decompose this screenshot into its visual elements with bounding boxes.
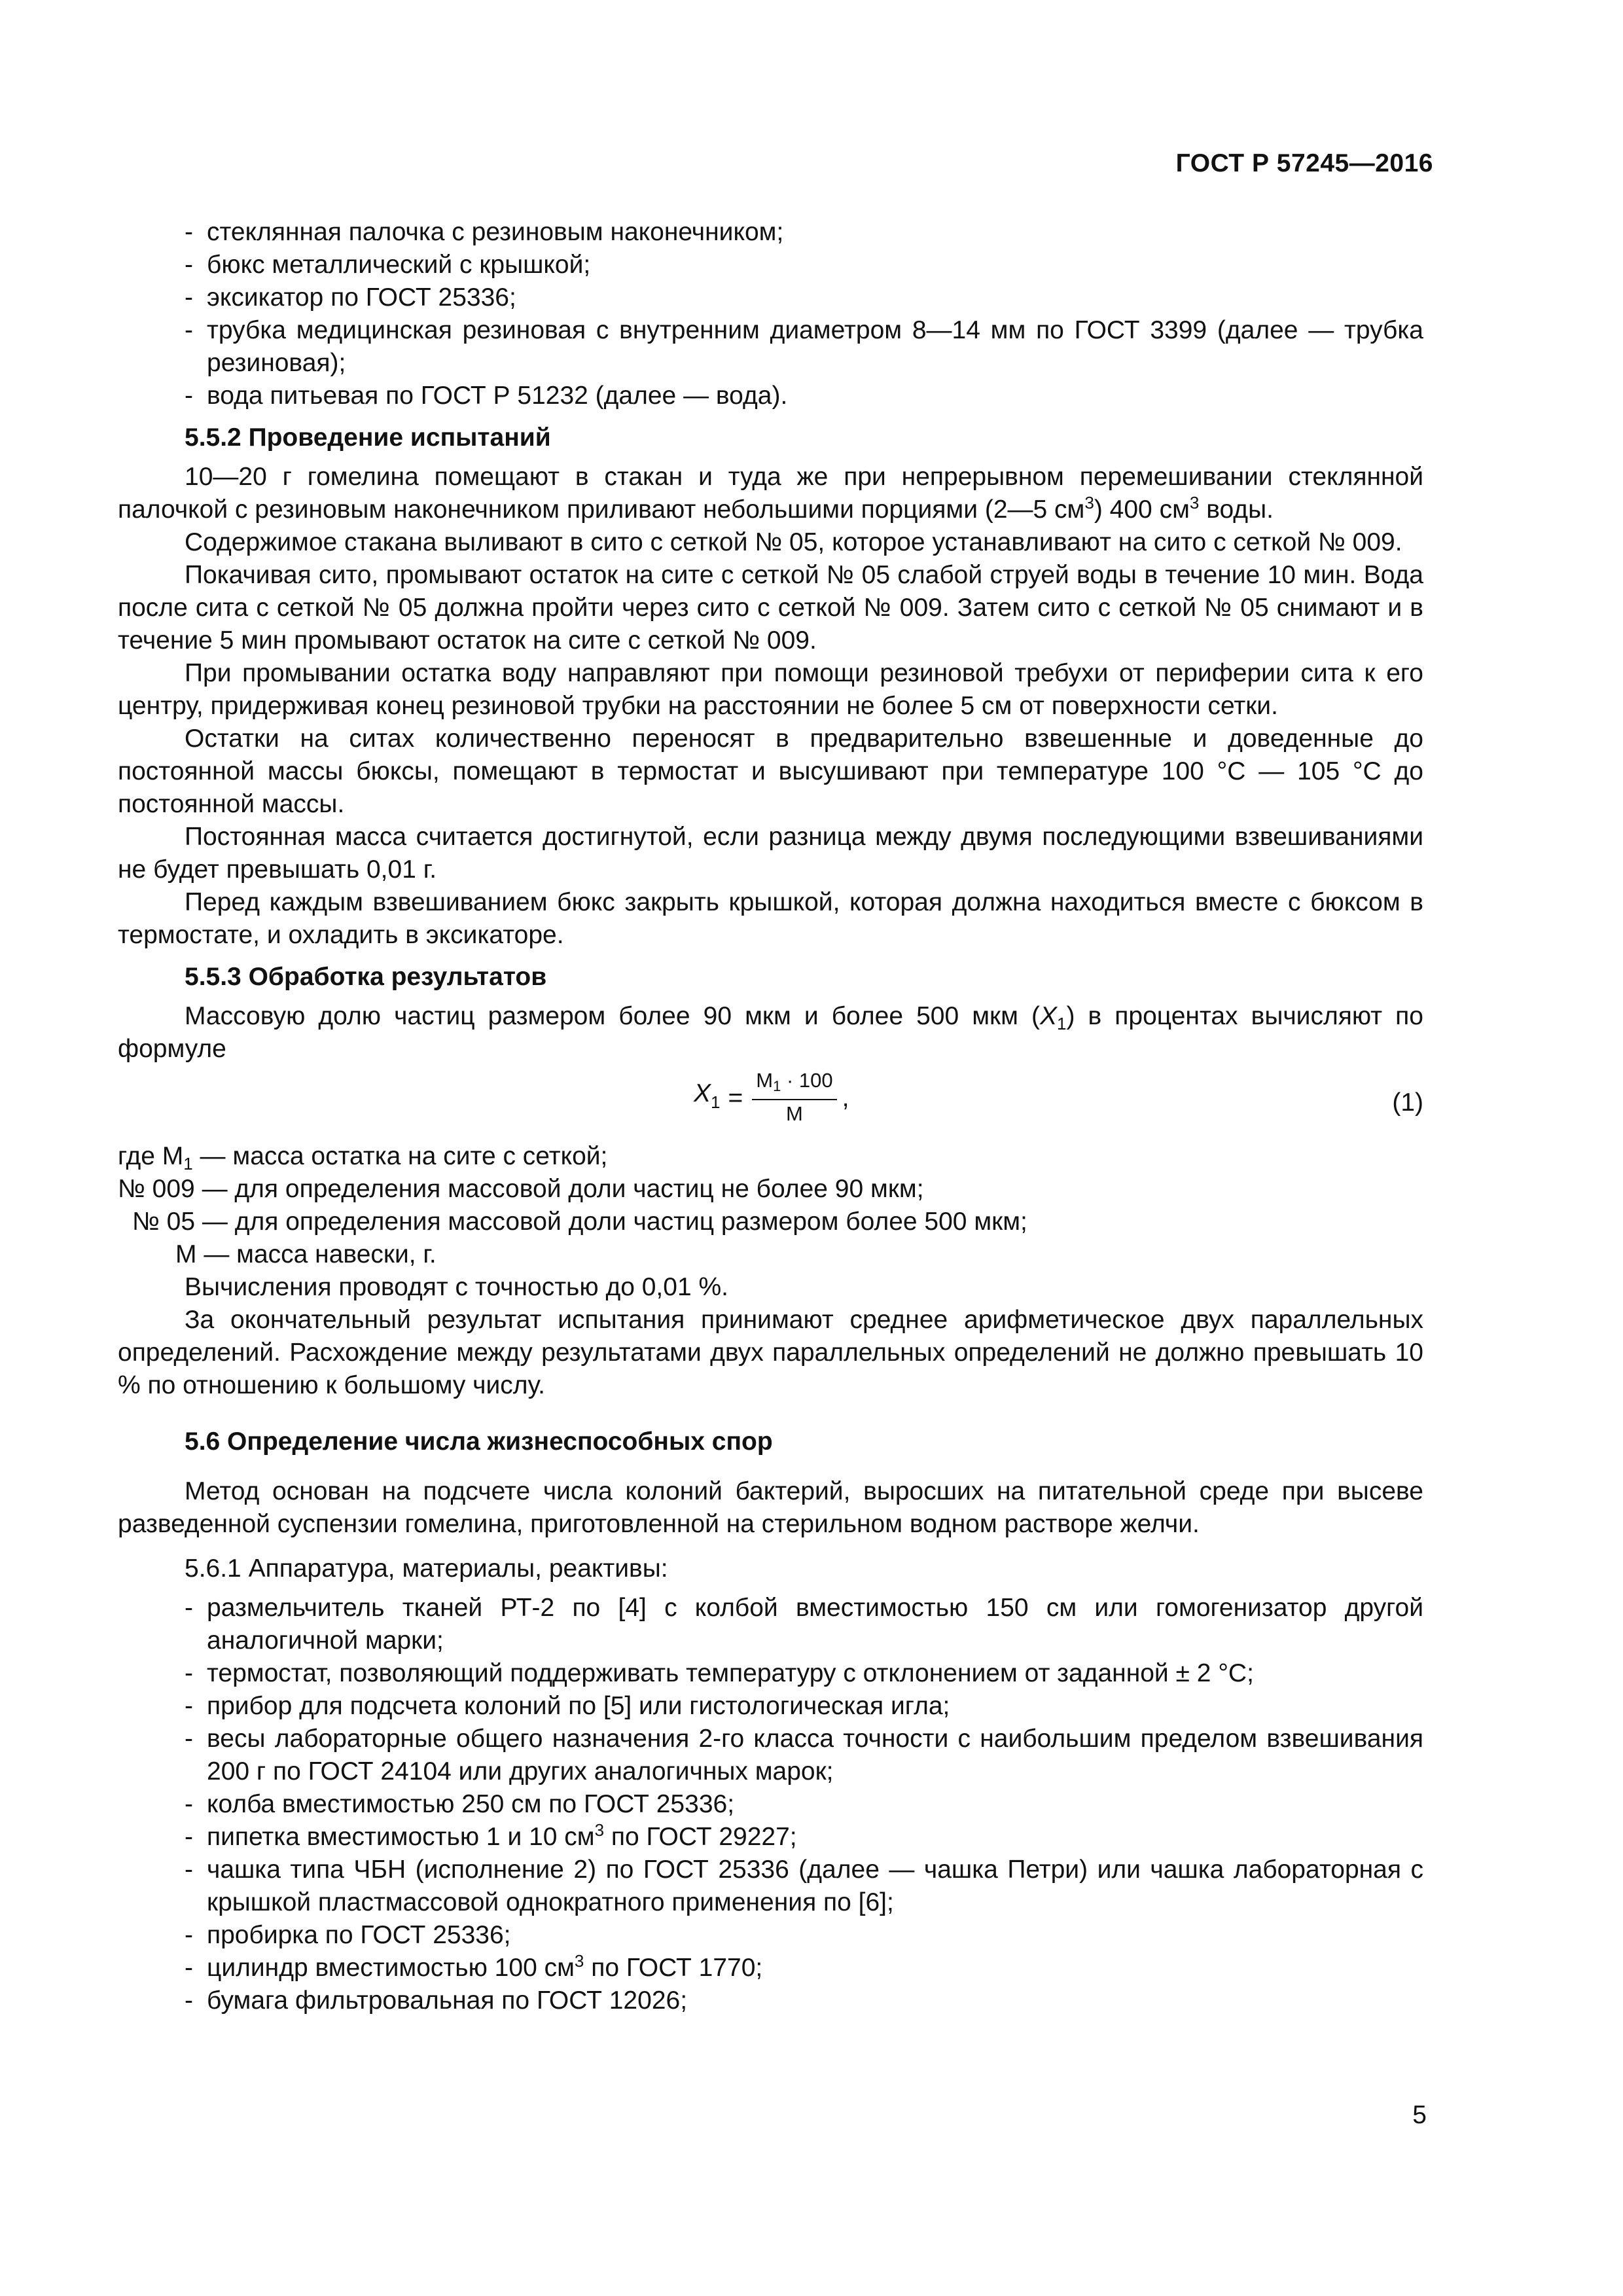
formula-equals: = [728,1083,743,1112]
formula-trailing-comma: , [842,1083,849,1112]
list-item: - эксикатор по ГОСТ 25336; [185,281,1423,314]
list-item: - чашка типа ЧБН (исполнение 2) по ГОСТ 25336 (далее — чашка Петри) или чашка лабораторная с крышкой пластмассовой однократного применения по [6]; [185,1854,1423,1919]
list-item: - прибор для подсчета колоний по [5] или гистологическая игла; [185,1690,1423,1723]
formula-lhs: $X_1$ [694,1079,721,1112]
page-number: 5 [1412,2101,1427,2129]
list-item: - термостат, позволяющий поддерживать температуру с отклонением от заданной ± 2 °С; [185,1657,1423,1690]
list-item: - пипетка вместимостью 1 и 10 $см^3$ по ГОСТ 29227; [185,1821,1423,1854]
list-item: - пробирка по ГОСТ 25336; [185,1919,1423,1952]
list-item: - колба вместимостью 250 см по ГОСТ 25336; [185,1788,1423,1821]
equation-number: (1) [1392,1088,1423,1117]
paragraph: Перед каждым взвешиванием бюкс закрыть крышкой, которая должна находиться вместе с бюксом в термостате, и охладить в эксикаторе. [118,888,1423,949]
paragraph: Покачивая сито, промывают остаток на сите с сеткой № 05 слабой струей воды в течение 10 мин. Вода после сита с сеткой № 05 должна пройти через сито с сеткой № 009. Затем сито с сеткой № 05 снимают и в течение 5 мин промывают остаток на сите с сеткой № 009. [118,561,1423,655]
subsection-5-6-1: 5.6.1 Аппаратура, материалы, реактивы: [185,1554,668,1583]
list-item: - цилиндр вместимостью 100 $см^3$ по ГОСТ 1770; [185,1952,1423,1984]
list-item: - бумага фильтровальная по ГОСТ 12026; [185,1984,1423,2017]
equipment-list-top [118,216,1423,412]
formula-where: где $M_1$ — масса остатка на сите с сеткой; [118,1142,608,1174]
formula-expression [694,1068,849,1128]
list-item: - весы лабораторные общего назначения 2-го класса точности с наибольшим пределом взвешивания 200 г по ГОСТ 24104 или других аналогичных марок; [185,1723,1423,1788]
paragraph: Вычисления проводят с точностью до 0,01 %. [185,1273,728,1301]
paragraph: 10—20 г гомелина помещают в стакан и туда же при непрерывном перемешивании стеклянной палочкой с резиновым наконечником приливают небольшими порциями (2—5 $см^3$) 400 $см^3$ воды. [118,463,1423,524]
formula-1 [118,1067,1423,1138]
paragraph: Постоянная масса считается достигнутой, если разница между двумя последующими взвешиваниями не будет превышать 0,01 г. [118,823,1423,884]
equipment-list-5-6-1 [118,1592,1423,2017]
list-item: - трубка медицинская резиновая с внутренним диаметром 8—14 мм по ГОСТ 3399 (далее — трубка резиновая); [185,314,1423,380]
page-body [118,216,1423,2017]
section-heading-5-5-3: 5.5.3 Обработка результатов [185,963,547,991]
list-item: - вода питьевая по ГОСТ Р 51232 (далее — вода). [185,380,1423,412]
paragraph: Метод основан на подсчете числа колоний бактерий, выросших на питательной среде при высеве разведенной суспензии гомелина, приготовленной на стерильном водном растворе желчи. [118,1477,1423,1538]
list-item: - бюкс металлический с крышкой; [185,249,1423,281]
document-header: ГОСТ Р 57245—2016 [1175,149,1433,177]
paragraph: За окончательный результат испытания принимают среднее арифметическое двух параллельных определений. Расхождение между результатами двух параллельных определений не должно превышать 10 % по отношению к большому числу. [118,1306,1423,1399]
paragraph: Остатки на ситах количественно переносят в предварительно взвешенные и доведенные до постоянной массы бюксы, помещают в термостат и высушивают при температуре 100 °С — 105 °С до постоянной массы. [118,725,1423,818]
formula-fraction [752,1068,836,1128]
list-item: - размельчитель тканей РТ-2 по [4] с колбой вместимостью 150 см или гомогенизатор другой аналогичной марки; [185,1592,1423,1657]
paragraph: При промывании остатка воду направляют при помощи резиновой требухи от периферии сита к его центру, придерживая конец резиновой трубки на расстоянии не более 5 см от поверхности сетки. [118,659,1423,720]
formula-definition: № 05 — для определения массовой доли частиц размером более 500 мкм; [132,1208,1027,1236]
paragraph: Содержимое стакана выливают в сито с сеткой № 05, которое устанавливают на сито с сеткой № 009. [185,528,1402,556]
section-heading-5-6: 5.6 Определение числа жизнеспособных спор [185,1427,773,1456]
paragraph-formula-intro: Массовую долю частиц размером более 90 мкм и более 500 мкм $(X_1)$ в процентах вычисляют по формуле [118,1002,1423,1063]
formula-definition: № 009 — для определения массовой доли частиц не более 90 мкм; [118,1175,924,1203]
section-heading-5-5-2: 5.5.2 Проведение испытаний [185,423,551,452]
formula-definition: М — масса навески, г. [175,1240,437,1268]
list-item: - стеклянная палочка с резиновым наконечником; [185,216,1423,249]
formula-denominator: M [786,1102,803,1125]
formula-numerator: M1 · 100 [752,1068,836,1100]
